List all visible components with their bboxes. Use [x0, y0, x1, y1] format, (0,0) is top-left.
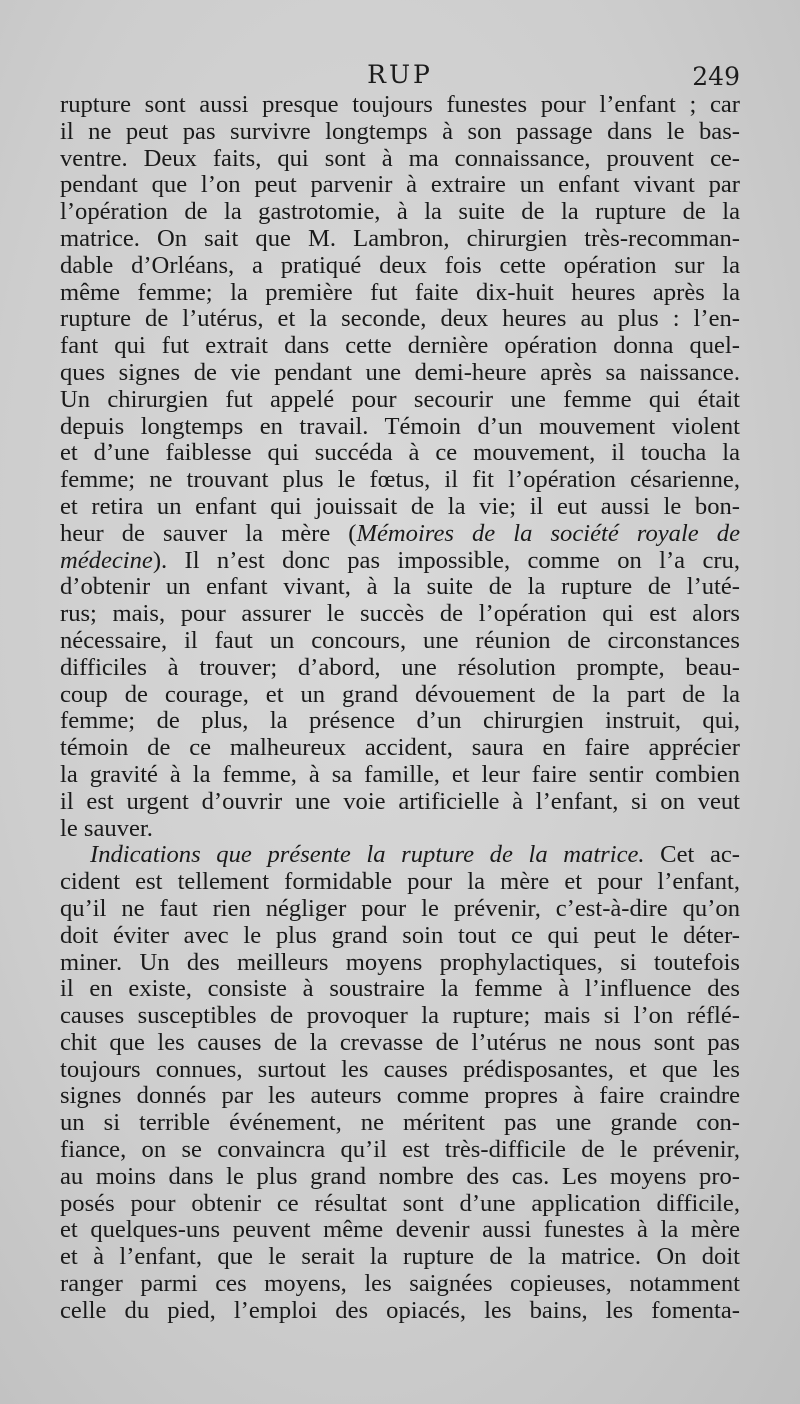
- text-line: matrice. On sait que M. Lambron, chirurgien très-recomman-: [60, 225, 740, 252]
- text-line: femme; ne trouvant plus le fœtus, il fit l’opération césarienne,: [60, 467, 740, 494]
- text-line: rus; mais, pour assurer le succès de l’opération qui est alors: [60, 601, 740, 628]
- text-line: fant qui fut extrait dans cette dernière opération donna quel-: [60, 333, 740, 360]
- text-line: toujours connues, surtout les causes prédisposantes, et que les: [60, 1056, 740, 1083]
- text-line: et à l’enfant, que le serait la rupture de la matrice. On doit: [60, 1244, 740, 1271]
- text-line: dable d’Orléans, a pratiqué deux fois cette opération sur la: [60, 252, 740, 279]
- text-line: ques signes de vie pendant une demi-heure après sa naissance.: [60, 359, 740, 386]
- text-segment: ). Il n’est donc pas impossible, comme on l’a cru,: [152, 547, 740, 574]
- text-line: il est urgent d’ouvrir une voie artificielle à l’enfant, si on veut: [60, 788, 740, 815]
- section-heading: Indications que présente la rupture de la matrice.: [90, 842, 645, 869]
- text-line: ventre. Deux faits, qui sont à ma connaissance, prouvent ce-: [60, 145, 740, 172]
- text-line: rupture de l’utérus, et la seconde, deux heures au plus : l’en-: [60, 306, 740, 333]
- text-line: doit éviter avec le plus grand soin tout ce qui peut le déter-: [60, 922, 740, 949]
- text-line: cident est tellement formidable pour la mère et pour l’enfant,: [60, 869, 740, 896]
- text-line: Un chirurgien fut appelé pour secourir une femme qui était: [60, 386, 740, 413]
- text-line: fiance, on se convaincra qu’il est très-difficile de le prévenir,: [60, 1137, 740, 1164]
- text-line: celle du pied, l’emploi des opiacés, les bains, les fomenta-: [60, 1297, 740, 1324]
- text-line: il ne peut pas survivre longtemps à son passage dans le bas-: [60, 118, 740, 145]
- text-line: et d’une faiblesse qui succéda à ce mouvement, il toucha la: [60, 440, 740, 467]
- page-body: [60, 92, 740, 1325]
- text-segment: heur de sauver la mère (: [60, 520, 357, 547]
- text-line: femme; de plus, la présence d’un chirurgien instruit, qui,: [60, 708, 740, 735]
- text-line: ranger parmi ces moyens, les saignées copieuses, notamment: [60, 1271, 740, 1298]
- text-line: d’obtenir un enfant vivant, à la suite de la rupture de l’uté-: [60, 574, 740, 601]
- page-header: [60, 56, 740, 96]
- text-line: causes susceptibles de provoquer la rupture; mais si l’on réflé-: [60, 1003, 740, 1030]
- page-number: 249: [692, 62, 740, 91]
- journal-title: Mémoires de la société royale de: [356, 520, 740, 547]
- text-line: la gravité à la femme, à sa famille, et leur faire sentir combien: [60, 761, 740, 788]
- text-line: [60, 842, 740, 869]
- text-line: qu’il ne faut rien négliger pour le prévenir, c’est-à-dire qu’on: [60, 895, 740, 922]
- text-line: le sauver.: [60, 815, 153, 842]
- text-line: nécessaire, il faut un concours, une réunion de circonstances: [60, 627, 740, 654]
- running-head: RUP: [367, 60, 433, 89]
- text-line: et quelques-uns peuvent même devenir aussi funestes à la mère: [60, 1217, 740, 1244]
- text-line: l’opération de la gastrotomie, à la suite de la rupture de la: [60, 199, 740, 226]
- text-line: [60, 548, 740, 575]
- text-line: pendant que l’on peut parvenir à extraire un enfant vivant par: [60, 172, 740, 199]
- paragraph: [60, 842, 740, 1324]
- text-line: chit que les causes de la crevasse de l’utérus ne nous sont pas: [60, 1029, 740, 1056]
- text-line: rupture sont aussi presque toujours funestes pour l’enfant ; car: [60, 92, 740, 118]
- text-line: [60, 521, 740, 548]
- text-line: témoin de ce malheureux accident, saura en faire apprécier: [60, 735, 740, 762]
- text-line: même femme; la première fut faite dix-huit heures après la: [60, 279, 740, 306]
- text-line: coup de courage, et un grand dévouement de la part de la: [60, 681, 740, 708]
- text-line: il en existe, consiste à soustraire la femme à l’influence des: [60, 976, 740, 1003]
- text-line: miner. Un des meilleurs moyens prophylactiques, si toutefois: [60, 949, 740, 976]
- text-line: posés pour obtenir ce résultat sont d’une application difficile,: [60, 1190, 740, 1217]
- text-line: et retira un enfant qui jouissait de la vie; il eut aussi le bon-: [60, 493, 740, 520]
- text-line: un si terrible événement, ne méritent pas une grande con-: [60, 1110, 740, 1137]
- text-segment: Cet ac-: [644, 842, 740, 869]
- journal-title: médecine: [60, 547, 153, 574]
- text-line: difficiles à trouver; d’abord, une résolution prompte, beau-: [60, 654, 740, 681]
- text-line: signes donnés par les auteurs comme propres à faire craindre: [60, 1083, 740, 1110]
- paragraph: [60, 92, 740, 842]
- text-line: au moins dans le plus grand nombre des cas. Les moyens pro-: [60, 1163, 740, 1190]
- text-line: depuis longtemps en travail. Témoin d’un mouvement violent: [60, 413, 740, 440]
